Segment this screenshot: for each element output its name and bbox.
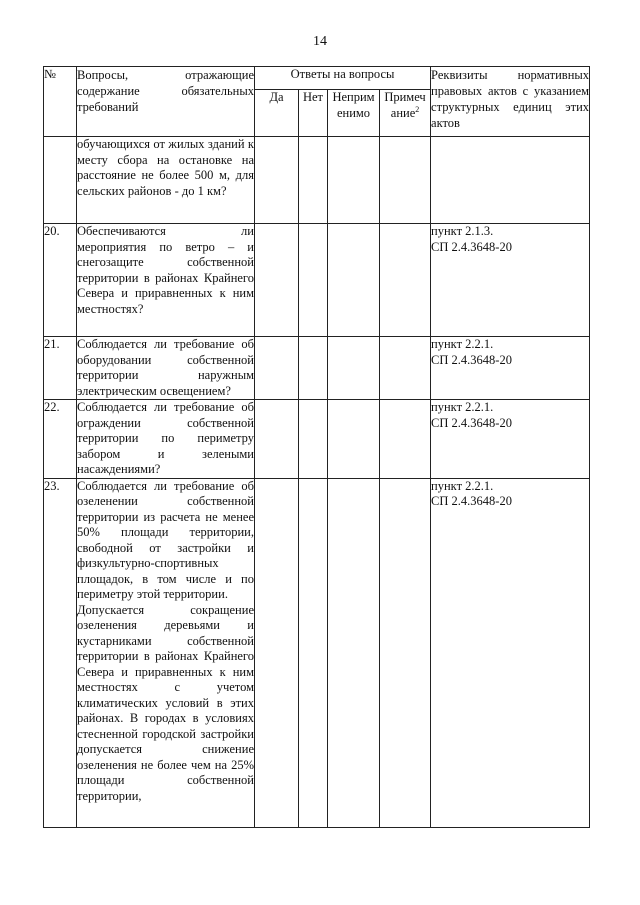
answer-yes-cell[interactable] bbox=[255, 478, 299, 827]
row-question: Обеспечиваются ли мероприятия по ветро – и снегозащите собственной территории в районах Крайнего Севера и приравненных к ним местностях? bbox=[77, 224, 255, 337]
header-no: Нет bbox=[299, 90, 328, 137]
answer-yes-cell[interactable] bbox=[255, 337, 299, 400]
requisite-clause: пункт 2.2.1. bbox=[431, 400, 494, 414]
table-row bbox=[44, 224, 590, 337]
answer-na-cell[interactable] bbox=[328, 137, 380, 224]
answer-yes-cell[interactable] bbox=[255, 224, 299, 337]
row-question bbox=[77, 478, 255, 827]
answer-no-cell[interactable] bbox=[299, 224, 328, 337]
answer-na-cell[interactable] bbox=[328, 337, 380, 400]
header-requisites: Реквизиты нормативных правовых актов с указанием структурных единиц этих актов bbox=[431, 67, 590, 137]
answer-note-cell[interactable] bbox=[380, 337, 431, 400]
answer-yes-cell[interactable] bbox=[255, 137, 299, 224]
requisite-act: СП 2.4.3648-20 bbox=[431, 415, 512, 430]
row-question: Соблюдается ли требование об оборудовании собственной территории наружным электрическим освещением? bbox=[77, 337, 254, 398]
row-num: 20. bbox=[44, 224, 77, 337]
answer-note-cell[interactable] bbox=[380, 478, 431, 827]
header-num: № bbox=[44, 67, 77, 137]
header-answers: Ответы на вопросы bbox=[255, 67, 431, 90]
answer-no-cell[interactable] bbox=[299, 478, 328, 827]
answer-no-cell[interactable] bbox=[299, 137, 328, 224]
answer-note-cell[interactable] bbox=[380, 224, 431, 337]
requisite-act: СП 2.4.3648-20 bbox=[431, 239, 512, 254]
requisite-clause: пункт 2.1.3. bbox=[431, 224, 494, 238]
row-num: 23. bbox=[44, 478, 77, 827]
table-row bbox=[44, 137, 590, 224]
requirements-table bbox=[43, 66, 590, 828]
row-question-part-2: Допускается сокращение озеленения деревьями и кустарниками собственной территории в районах Крайнего Севера и приравненных к ним местностях с учетом климатических условий в этих районах. В городах в условиях стесненной городской застройки допускается снижение озеленения не более чем на 25% площади собственной территории, bbox=[77, 602, 254, 803]
row-requisites bbox=[431, 337, 590, 400]
answer-na-cell[interactable] bbox=[328, 224, 380, 337]
answer-note-cell[interactable] bbox=[380, 400, 431, 479]
answer-na-cell[interactable] bbox=[328, 400, 380, 479]
page-number: 14 bbox=[313, 34, 327, 49]
header-yes: Да bbox=[255, 90, 299, 137]
requisite-act: СП 2.4.3648-20 bbox=[431, 494, 512, 508]
row-num: 21. bbox=[44, 337, 77, 400]
answer-na-cell[interactable] bbox=[328, 478, 380, 827]
header-note-footnote: 2 bbox=[415, 104, 420, 114]
table-row bbox=[44, 400, 590, 479]
header-note-label: Примеч ание bbox=[384, 90, 426, 120]
requisite-clause: пункт 2.2.1. bbox=[431, 478, 494, 493]
answer-note-cell[interactable] bbox=[380, 137, 431, 224]
row-question-part-1: Соблюдается ли требование об озеленении собственной территории из расчета не менее 50% площади территории, свободной от застройки и физкультурно-спортивных площадок, в том числе и по периметру этой территории. bbox=[77, 478, 254, 601]
answer-no-cell[interactable] bbox=[299, 400, 328, 479]
requisite-act: СП 2.4.3648-20 bbox=[431, 352, 512, 367]
table-row bbox=[44, 337, 590, 400]
row-question: обучающихся от жилых зданий к месту сбора на остановке на расстояние не более 500 м, для сельских районов - до 1 км? bbox=[77, 137, 255, 224]
table-row bbox=[44, 478, 590, 827]
header-note bbox=[380, 90, 431, 137]
row-requisites bbox=[431, 400, 590, 479]
row-requisites bbox=[431, 478, 590, 827]
row-question: Соблюдается ли требование об ограждении собственной территории по периметру забором и зелеными насаждениями? bbox=[77, 400, 254, 476]
header-question: Вопросы, отражающие содержание обязательных требований bbox=[77, 67, 255, 137]
header-not-applicable: Неприм енимо bbox=[328, 90, 380, 137]
answer-yes-cell[interactable] bbox=[255, 400, 299, 479]
row-requisites bbox=[431, 137, 590, 224]
answer-no-cell[interactable] bbox=[299, 337, 328, 400]
header-row bbox=[44, 67, 590, 90]
row-num bbox=[44, 137, 77, 224]
row-num: 22. bbox=[44, 400, 77, 479]
requisite-clause: пункт 2.2.1. bbox=[431, 337, 494, 351]
row-requisites bbox=[431, 224, 590, 337]
